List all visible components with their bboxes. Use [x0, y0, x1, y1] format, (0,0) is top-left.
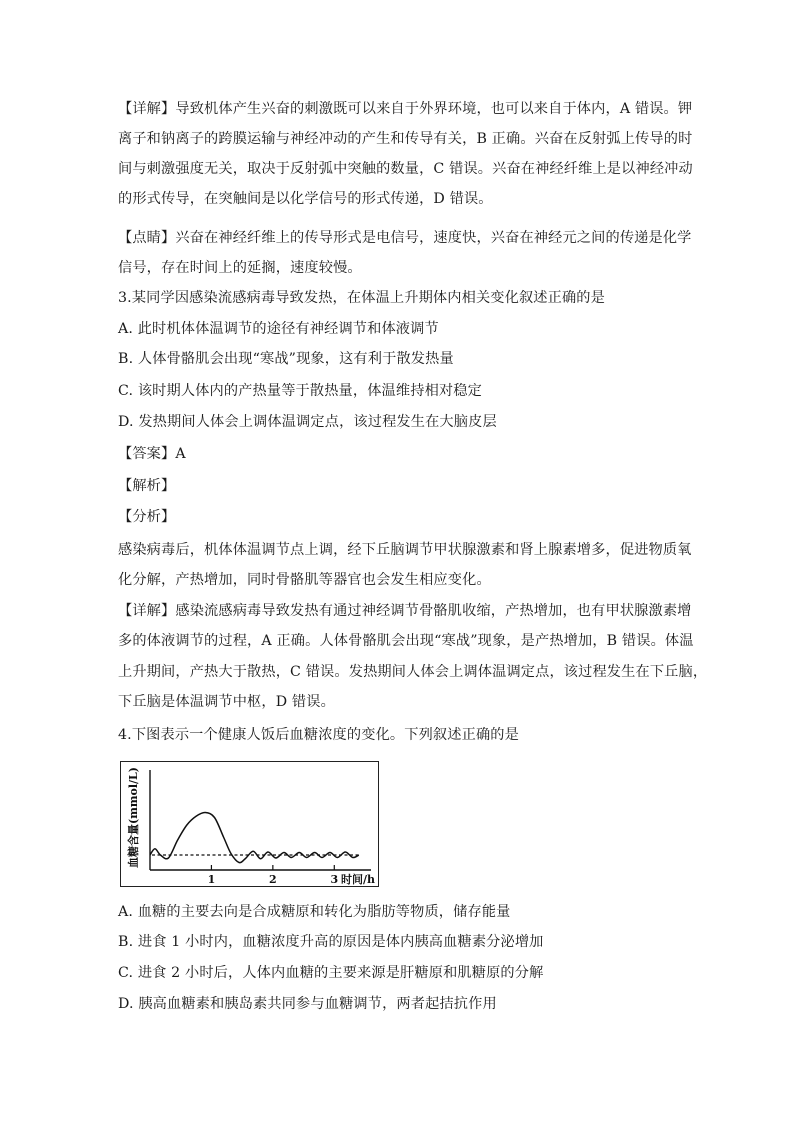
x-tick-label: 2	[269, 873, 277, 886]
option-c: C. 该时期人体内的产热量等于散热量，体温维持相对稳定	[118, 383, 482, 399]
text-line: 的形式传导，在突触间是以化学信号的形式传递，D 错误。	[118, 191, 493, 207]
text-line: 下丘脑是体温调节中枢，D 错误。	[118, 694, 335, 710]
option-c: C. 进食 2 小时后，人体内血糖的主要来源是肝糖原和肌糖原的分解	[118, 965, 544, 981]
x-tick-label: 1	[207, 873, 216, 886]
option-d: D. 发热期间人体会上调体温调定点，该过程发生在大脑皮层	[118, 414, 497, 430]
option-b: B. 人体骨骼肌会出现“寒战”现象，这有利于散发热量	[118, 351, 454, 367]
option-b: B. 进食 1 小时内，血糖浓度升高的原因是体内胰高血糖素分泌增加	[118, 934, 544, 950]
text-line: 感染病毒后，机体体温调节点上调，经下丘脑调节甲状腺激素和肾上腺素增多，促进物质氧	[118, 542, 692, 558]
text-line: 间与刺激强度无关，取决于反射弧中突触的数量，C 错误。兴奋在神经纤维上是以神经冲动	[118, 161, 693, 177]
text-line: 【详解】感染流感病毒导致发热有通过神经调节骨骼肌收缩，产热增加，也有甲状腺激素增	[118, 603, 692, 619]
option-a: A. 此时机体体温调节的途径有神经调节和体液调节	[118, 321, 439, 337]
y-axis-label: 血糖含量(mmol/L)	[127, 767, 140, 868]
question-stem: 3.某同学因感染流感病毒导致发热，在体温上升期体内相关变化叙述正确的是	[118, 290, 605, 306]
x-tick-label: 3	[330, 873, 339, 886]
option-a: A. 血糖的主要去向是合成糖原和转化为脂肪等物质，储存能量	[118, 904, 511, 920]
chart-svg	[121, 762, 380, 888]
text-line: 【点睛】兴奋在神经纤维上的传导形式是电信号，速度快，兴奋在神经元之间的传递是化学	[118, 230, 692, 246]
breakdown-label: 【分析】	[118, 509, 176, 525]
text-line: 多的体液调节的过程，A 正确。人体骨骼肌会出现“寒战”现象，是产热增加，B 错误。体温	[118, 633, 694, 649]
text-line: 离子和钠离子的跨膜运输与神经冲动的产生和传导有关，B 正确。兴奋在反射弧上传导的时	[118, 131, 693, 147]
text-line: 信号，存在时间上的延搁，速度较慢。	[118, 260, 362, 276]
blood-glucose-chart	[120, 761, 379, 887]
analysis-label: 【解析】	[118, 478, 176, 494]
text-line: 【详解】导致机体产生兴奋的刺激既可以来自于外界环境，也可以来自于体内，A 错误。钾	[118, 101, 693, 117]
answer-label: 【答案】A	[118, 446, 186, 462]
option-d: D. 胰高血糖素和胰岛素共同参与血糖调节，两者起拮抗作用	[118, 996, 497, 1012]
question-stem: 4.下图表示一个健康人饭后血糖浓度的变化。下列叙述正确的是	[118, 727, 519, 743]
text-line: 上升期间，产热大于散热，C 错误。发热期间人体会上调体温调定点，该过程发生在下丘脑，	[118, 664, 708, 680]
x-axis-label: 时间/h	[340, 873, 375, 886]
text-line: 化分解，产热增加，同时骨骼肌等器官也会发生相应变化。	[118, 572, 491, 588]
